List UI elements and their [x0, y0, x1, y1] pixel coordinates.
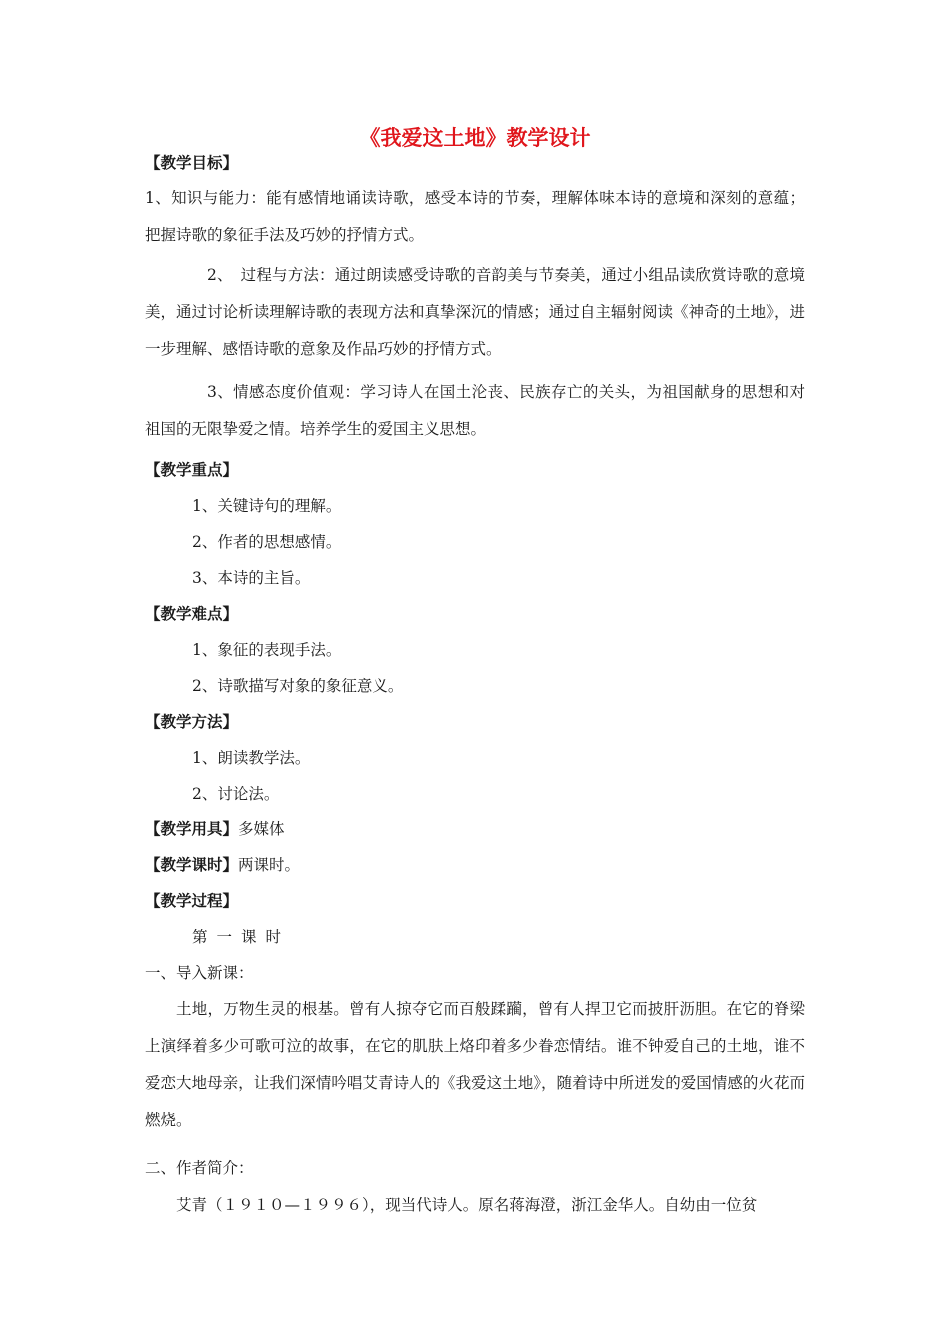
keypoints-heading: 【教学重点】 — [145, 460, 239, 479]
lesson-label: 第一课时 — [192, 928, 291, 946]
method-item: 1、朗读教学法。 — [192, 749, 311, 767]
goal-knowledge: 1、知识与能力：能有感情地诵读诗歌，感受本诗的节奏，理解体味本诗的意境和深刻的意蕴；把握诗歌的象征手法及巧妙的抒情方式。 — [145, 189, 805, 244]
tools-value: 多媒体 — [238, 820, 285, 838]
section-intro-title: 一、导入新课： — [145, 964, 254, 982]
method-item: 2、讨论法。 — [192, 785, 280, 803]
tools-heading: 【教学用具】 — [145, 819, 239, 838]
hours-line — [145, 854, 300, 876]
goal-process: 2、 过程与方法：通过朗读感受诗歌的音韵美与节奏美，通过小组品读欣赏诗歌的意境美，通过讨论析读理解诗歌的表现方法和真挚深沉的情感；通过自主辐射阅读《神奇的土地》，进一步理解、感悟诗歌的意象及作品巧妙的抒情方式。 — [145, 266, 805, 358]
section-author-text: 艾青（１９１０—１９９６），现当代诗人。原名蒋海澄，浙江金华人。自幼由一位贫 — [176, 1196, 758, 1214]
process-heading: 【教学过程】 — [145, 891, 239, 910]
keypoint-item: 1、关键诗句的理解。 — [192, 497, 342, 515]
hours-value: 两课时。 — [238, 856, 301, 874]
section-intro-text: 土地，万物生灵的根基。曾有人掠夺它而百般蹂躏，曾有人捍卫它而披肝沥胆。在它的脊梁上演绎着多少可歌可泣的故事，在它的肌肤上烙印着多少眷恋情结。谁不钟爱自己的土地，谁不爱恋大地母亲，让我们深情吟唱艾青诗人的《我爱这土地》，随着诗中所迸发的爱国情感的火花而燃烧。 — [145, 1000, 805, 1129]
methods-heading: 【教学方法】 — [145, 712, 239, 731]
section-author-title: 二、作者简介： — [145, 1159, 254, 1177]
document-title: 《我爱这土地》教学设计 — [359, 125, 591, 150]
difficulties-heading: 【教学难点】 — [145, 604, 239, 623]
goal-emotion: 3、情感态度价值观：学习诗人在国土沦丧、民族存亡的关头，为祖国献身的思想和对祖国的无限挚爱之情。培养学生的爱国主义思想。 — [145, 383, 805, 438]
keypoint-item: 3、本诗的主旨。 — [192, 569, 311, 587]
hours-heading: 【教学课时】 — [145, 855, 239, 874]
tools-line — [145, 818, 285, 840]
difficulty-item: 1、象征的表现手法。 — [192, 641, 342, 659]
keypoint-item: 2、作者的思想感情。 — [192, 533, 342, 551]
goals-heading: 【教学目标】 — [145, 153, 239, 172]
difficulty-item: 2、诗歌描写对象的象征意义。 — [192, 677, 404, 695]
